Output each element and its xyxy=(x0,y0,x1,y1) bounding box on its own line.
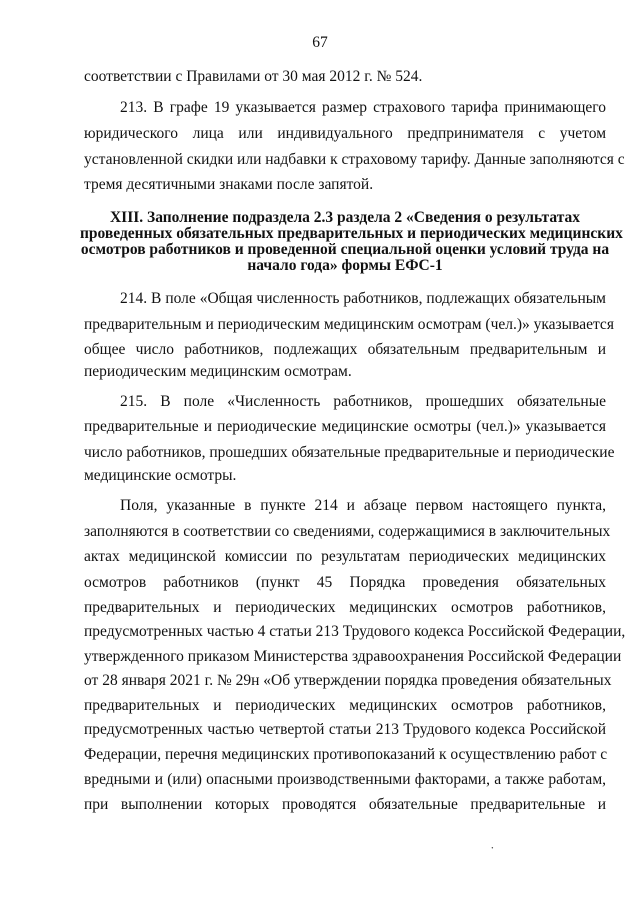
body-line: предварительным и периодическим медицинским осмотрам (чел.)» указывается xyxy=(84,316,614,333)
body-line: утвержденного приказом Министерства здравоохранения Российской Федерации xyxy=(84,648,622,665)
body-line: юридического лица или индивидуального предпринимателя с учетом xyxy=(84,125,606,142)
body-line: 215. В поле «Численность работников, прошедших обязательные xyxy=(120,393,606,410)
body-line: соответствии с Правилами от 30 мая 2012 г. № 524. xyxy=(84,68,423,85)
page-number: 67 xyxy=(312,34,328,51)
body-line: осмотров работников (пункт 45 Порядка проведения обязательных xyxy=(84,574,606,591)
body-line: 213. В графе 19 указывается размер страхового тарифа принимающего xyxy=(120,99,606,116)
body-line: от 28 января 2021 г. № 29н «Об утверждении порядка проведения обязательных xyxy=(84,672,612,689)
body-line: установленной скидки или надбавки к страховому тарифу. Данные заполняются с xyxy=(84,151,625,168)
body-line: предварительных и периодических медицинских осмотров работников, xyxy=(84,599,606,616)
scan-speck: ˙ xyxy=(490,845,495,860)
body-line: Федерации, перечня медицинских противопоказаний к осуществлению работ с xyxy=(84,746,608,763)
section-heading-line: XIII. Заполнение подраздела 2.3 раздела 2 «Сведения о результатах xyxy=(109,209,581,226)
body-line: предварительных и периодических медицинских осмотров работников, xyxy=(84,697,606,714)
body-line: заполняются в соответствии со сведениями, содержащимися в заключительных xyxy=(84,523,611,540)
body-line: медицинские осмотры. xyxy=(84,467,237,484)
body-line: периодическим медицинским осмотрам. xyxy=(84,363,352,380)
body-line: предусмотренных частью 4 статьи 213 Трудового кодекса Российской Федерации, xyxy=(84,623,626,640)
section-heading-line: осмотров работников и проведенной специальной оценки условий труда на xyxy=(80,241,610,258)
body-line: вредными и (или) опасными производственными факторами, а также работам, xyxy=(84,771,606,788)
body-line: предусмотренных частью четвертой статьи 213 Трудового кодекса Российской xyxy=(84,721,606,738)
body-line: предварительные и периодические медицинские осмотры (чел.)» указывается xyxy=(84,418,606,435)
body-line: при выполнении которых проводятся обязательные предварительные и xyxy=(84,796,606,813)
body-line: число работников, прошедших обязательные предварительные и периодические xyxy=(84,444,615,461)
body-line: 214. В поле «Общая численность работников, подлежащих обязательным xyxy=(120,290,606,307)
body-line: Поля, указанные в пункте 214 и абзаце первом настоящего пункта, xyxy=(120,497,606,514)
body-line: общее число работников, подлежащих обязательным предварительным и xyxy=(84,341,606,358)
body-line: тремя десятичными знаками после запятой. xyxy=(84,176,374,193)
section-heading-line: начало года» формы ЕФС-1 xyxy=(247,257,443,274)
body-line: актах медицинской комиссии по результатам периодических медицинских xyxy=(84,548,606,565)
section-heading-line: проведенных обязательных предварительных и периодических медицинских xyxy=(80,225,623,242)
